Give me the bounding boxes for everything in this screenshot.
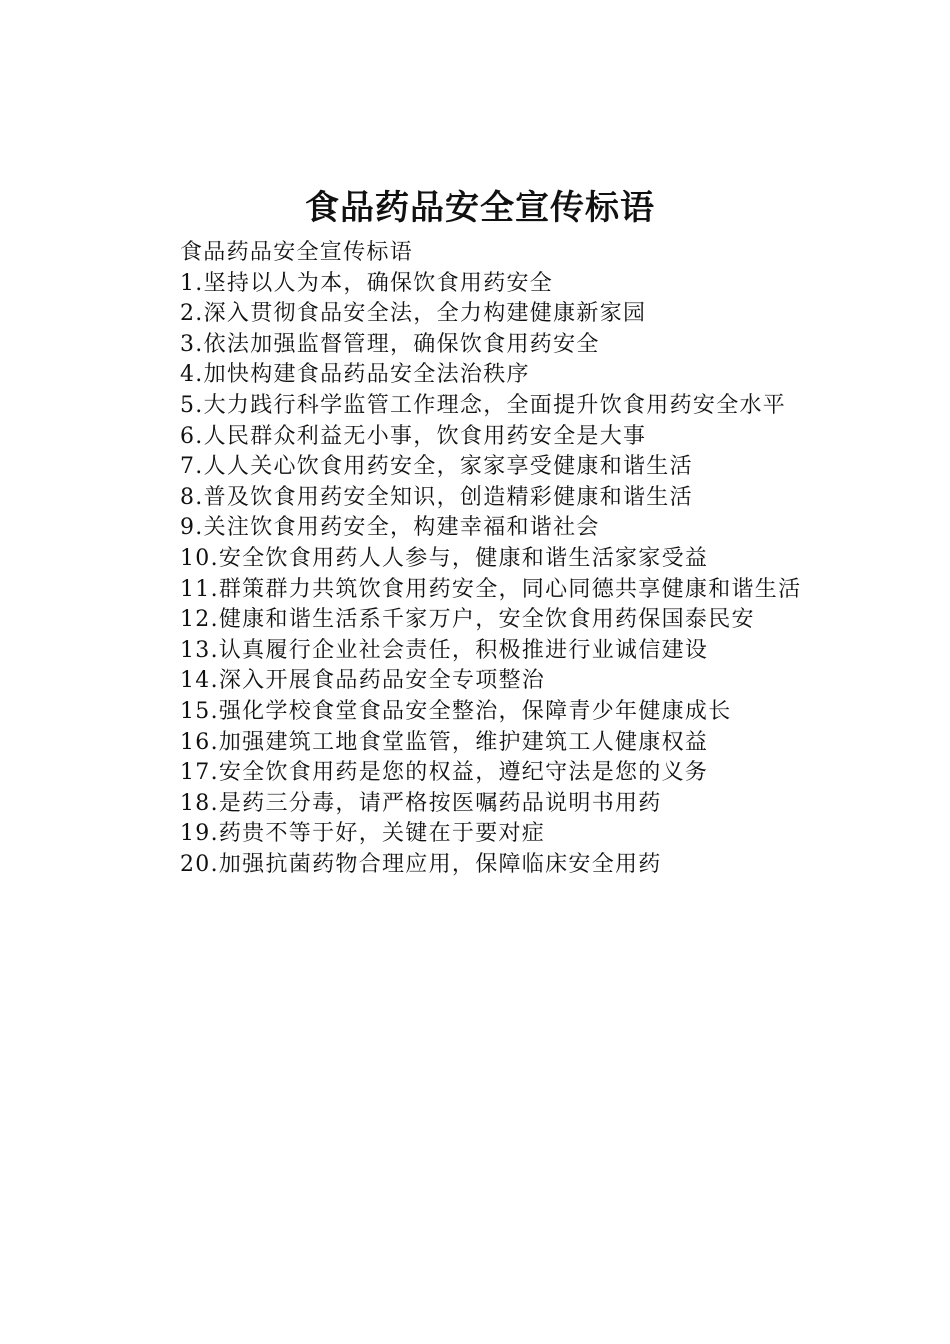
- slogan-item: 17.安全饮食用药是您的权益，遵纪守法是您的义务: [180, 760, 709, 786]
- slogan-item: 20.加强抗菌药物合理应用，保障临床安全用药: [180, 851, 662, 877]
- slogan-item: 12.健康和谐生活系千家万户，安全饮食用药保国泰民安: [180, 607, 755, 633]
- slogan-item: 5.大力践行科学监管工作理念，全面提升饮食用药安全水平: [180, 392, 787, 418]
- slogan-item: 14.深入开展食品药品安全专项整治: [180, 668, 546, 694]
- slogan-item: 1.坚持以人为本，确保饮食用药安全: [180, 270, 554, 296]
- slogan-item: 7.人人关心饮食用药安全，家家享受健康和谐生活: [180, 454, 693, 480]
- document-body: [130, 238, 832, 880]
- slogan-item: 4.加快构建食品药品安全法治秩序: [180, 362, 530, 388]
- paragraph-subtitle: 食品药品安全宣传标语: [180, 240, 414, 265]
- slogan-item: 9.关注饮食用药安全，构建幸福和谐社会: [180, 515, 600, 541]
- slogan-item: 2.深入贯彻食品安全法，全力构建健康新家园: [180, 301, 647, 327]
- slogan-item: 13.认真履行企业社会责任，积极推进行业诚信建设: [180, 637, 709, 663]
- slogan-item: 19.药贵不等于好，关键在于要对症: [180, 821, 546, 847]
- slogan-item: 8.普及饮食用药安全知识，创造精彩健康和谐生活: [180, 484, 693, 510]
- slogan-item: 3.依法加强监督管理，确保饮食用药安全: [180, 331, 600, 357]
- slogan-item: 10.安全饮食用药人人参与，健康和谐生活家家受益: [180, 545, 709, 571]
- slogan-item: 16.加强建筑工地食堂监管，维护建筑工人健康权益: [180, 729, 709, 755]
- slogan-item: 15.强化学校食堂食品安全整治，保障青少年健康成长: [180, 698, 732, 724]
- slogan-item: 6.人民群众利益无小事，饮食用药安全是大事: [180, 423, 647, 449]
- slogan-item: 18.是药三分毒，请严格按医嘱药品说明书用药: [180, 790, 662, 816]
- document-title: 食品药品安全宣传标语: [305, 188, 655, 228]
- slogan-item: 11.群策群力共筑饮食用药安全，同心同德共享健康和谐生活: [180, 576, 802, 602]
